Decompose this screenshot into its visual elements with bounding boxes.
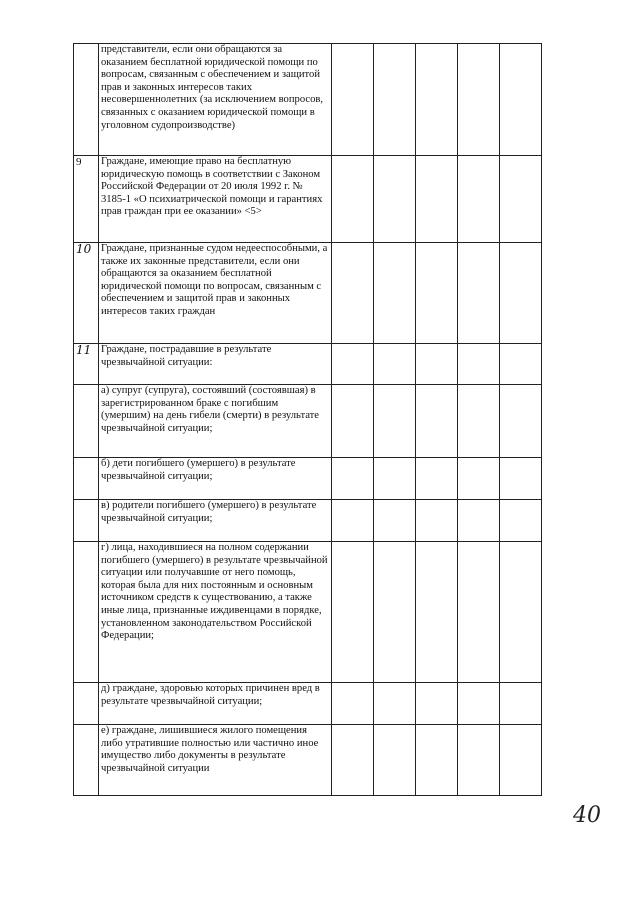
- empty-cell: [416, 344, 458, 385]
- row-text: а) супруг (супруга), состоявший (состоявшая) в зарегистрированном браке с погибшим (умершим) на день гибели (смерти) в результате чрезвычайной ситуации;: [99, 385, 332, 458]
- row-number: 11: [74, 344, 99, 385]
- empty-cell: [374, 683, 416, 725]
- row-text: Граждане, пострадавшие в результате чрезвычайной ситуации:: [99, 344, 332, 385]
- table-row: [74, 156, 542, 243]
- empty-cell: [458, 458, 500, 500]
- row-number: [74, 500, 99, 542]
- empty-cell: [500, 344, 542, 385]
- benefits-table: [73, 43, 542, 796]
- row-text: Граждане, имеющие право на бесплатную юридическую помощь в соответствии с Законом Российской Федерации от 20 июля 1992 г. № 3185-1 «О психиатрической помощи и гарантиях прав граждан при ее оказании» <5>: [99, 156, 332, 243]
- row-number: [74, 44, 99, 156]
- row-number: 9: [74, 156, 99, 243]
- empty-cell: [374, 385, 416, 458]
- table-row: [74, 458, 542, 500]
- empty-cell: [416, 683, 458, 725]
- empty-cell: [500, 458, 542, 500]
- empty-cell: [416, 458, 458, 500]
- empty-cell: [332, 44, 374, 156]
- empty-cell: [332, 243, 374, 344]
- empty-cell: [416, 44, 458, 156]
- empty-cell: [332, 458, 374, 500]
- row-number: [74, 725, 99, 796]
- empty-cell: [458, 344, 500, 385]
- empty-cell: [332, 156, 374, 243]
- row-number: [74, 458, 99, 500]
- empty-cell: [458, 500, 500, 542]
- empty-cell: [500, 683, 542, 725]
- empty-cell: [458, 725, 500, 796]
- empty-cell: [500, 44, 542, 156]
- table-row: [74, 243, 542, 344]
- row-text: в) родители погибшего (умершего) в результате чрезвычайной ситуации;: [99, 500, 332, 542]
- row-text: г) лица, находившиеся на полном содержании погибшего (умершего) в результате чрезвычайной ситуации или получавшие от него помощь, которая была для них постоянным и основным источником средств к существованию, а также иные лица, признанные иждивенцами в порядке, установленном законодательством Российской Федерации;: [99, 542, 332, 683]
- empty-cell: [416, 156, 458, 243]
- row-text: Граждане, признанные судом недееспособными, а также их законные представители, если они обращаются за оказанием бесплатной юридической помощи по вопросам, связанным с обеспечением и защитой прав и законных интересов таких граждан: [99, 243, 332, 344]
- empty-cell: [416, 243, 458, 344]
- row-number: [74, 385, 99, 458]
- row-text: д) граждане, здоровью которых причинен вред в результате чрезвычайной ситуации;: [99, 683, 332, 725]
- empty-cell: [500, 542, 542, 683]
- table-row: [74, 344, 542, 385]
- empty-cell: [332, 385, 374, 458]
- row-text: представители, если они обращаются за оказанием бесплатной юридической помощи по вопросам, связанным с обеспечением и защитой прав и законных интересов таких несовершеннолетних (за исключением вопросов, связанных с оказанием юридической помощи в уголовном судопроизводстве): [99, 44, 332, 156]
- empty-cell: [374, 156, 416, 243]
- empty-cell: [332, 725, 374, 796]
- table-row: [74, 725, 542, 796]
- empty-cell: [416, 542, 458, 683]
- empty-cell: [416, 385, 458, 458]
- empty-cell: [416, 725, 458, 796]
- empty-cell: [332, 683, 374, 725]
- empty-cell: [458, 44, 500, 156]
- empty-cell: [500, 243, 542, 344]
- empty-cell: [332, 500, 374, 542]
- empty-cell: [374, 542, 416, 683]
- row-number: 10: [74, 243, 99, 344]
- table-row: [74, 542, 542, 683]
- table-row: [74, 500, 542, 542]
- empty-cell: [458, 156, 500, 243]
- empty-cell: [374, 44, 416, 156]
- empty-cell: [374, 344, 416, 385]
- row-text: б) дети погибшего (умершего) в результате чрезвычайной ситуации;: [99, 458, 332, 500]
- empty-cell: [458, 683, 500, 725]
- empty-cell: [500, 500, 542, 542]
- empty-cell: [332, 344, 374, 385]
- empty-cell: [458, 243, 500, 344]
- row-text: е) граждане, лишившиеся жилого помещения либо утратившие полностью или частично иное имущество либо документы в результате чрезвычайной ситуации: [99, 725, 332, 796]
- empty-cell: [374, 500, 416, 542]
- empty-cell: [500, 385, 542, 458]
- page-number: 40: [573, 803, 601, 828]
- empty-cell: [458, 385, 500, 458]
- row-number: [74, 683, 99, 725]
- empty-cell: [458, 542, 500, 683]
- empty-cell: [374, 458, 416, 500]
- table-row: [74, 385, 542, 458]
- table-row: [74, 683, 542, 725]
- empty-cell: [416, 500, 458, 542]
- table-row: [74, 44, 542, 156]
- row-number: [74, 542, 99, 683]
- empty-cell: [500, 156, 542, 243]
- empty-cell: [500, 725, 542, 796]
- empty-cell: [374, 243, 416, 344]
- empty-cell: [374, 725, 416, 796]
- empty-cell: [332, 542, 374, 683]
